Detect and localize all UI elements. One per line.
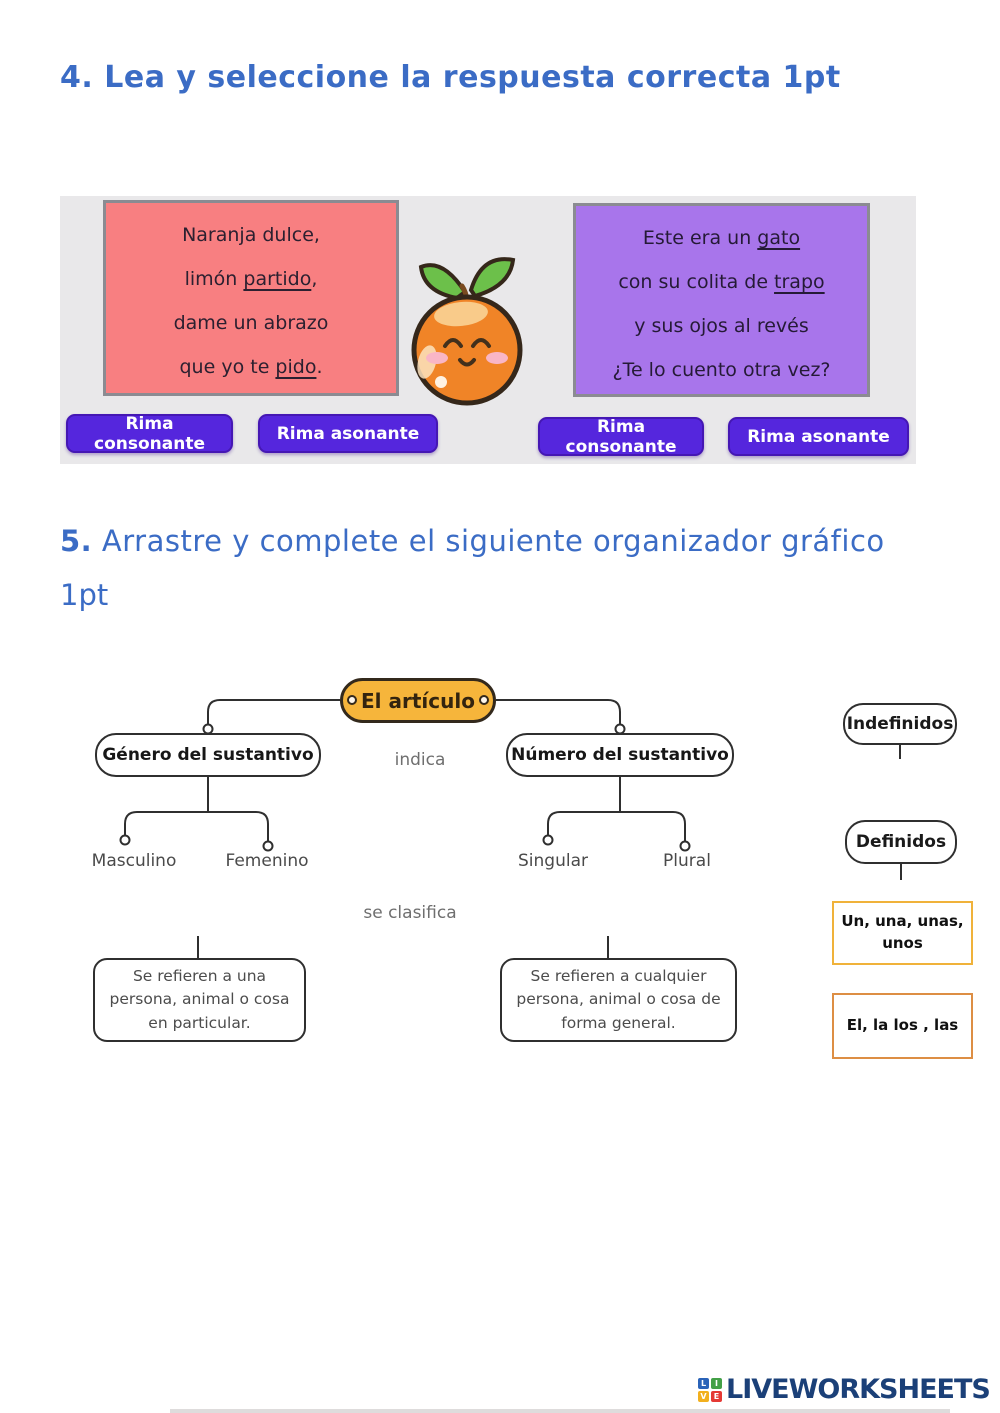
poem-line: que yo te pido . <box>179 356 323 378</box>
poem-line: Este era un gato <box>642 227 801 249</box>
question5-number: 5. <box>60 524 93 558</box>
diagram-node-genero: Género del sustantivo <box>95 733 321 777</box>
diagram-root-el-articulo: El artículo <box>340 678 496 723</box>
drag-option-el-la-los-las[interactable]: El, la los , las <box>832 993 973 1059</box>
question5-title <box>60 524 980 558</box>
drag-option-un-una-unas-unos[interactable]: Un, una, unas, unos <box>832 901 973 965</box>
liveworksheets-wordmark: LIVEWORKSHEETS <box>726 1374 990 1405</box>
rima-consonante-button-left[interactable]: Rima consonante <box>66 414 233 453</box>
poem-line: y sus ojos al revés <box>634 315 809 337</box>
question4-number: 4. <box>60 60 94 95</box>
question4-title <box>60 60 960 95</box>
poem-line: ¿Te lo cuento otra vez? <box>612 359 831 381</box>
logo-square-l: L <box>698 1378 709 1389</box>
orange-leaf-right <box>471 259 513 296</box>
rima-asonante-button-right[interactable]: Rima asonante <box>728 417 909 456</box>
diagram-node-numero: Número del sustantivo <box>506 733 734 777</box>
liveworksheets-logo-icon <box>698 1378 722 1402</box>
question4-text: Lea y seleccione la respuesta correcta 1pt <box>104 60 841 95</box>
diagram-description-right: Se refieren a cualquier persona, animal o cosa de forma general. <box>500 958 737 1042</box>
diagram-leaf-masculino: Masculino <box>91 851 177 871</box>
diagram-leaf-femenino: Femenino <box>225 851 309 871</box>
diagram-label-se-clasifica: se clasifica <box>363 903 457 923</box>
diagram-label-indica: indica <box>394 750 446 770</box>
logo-square-i: I <box>711 1378 722 1389</box>
root-connector-dot-left <box>347 695 357 705</box>
orange-cheek-left <box>426 352 448 364</box>
rima-asonante-button-left[interactable]: Rima asonante <box>258 414 438 453</box>
diagram-leaf-singular: Singular <box>518 851 588 871</box>
logo-square-e: E <box>711 1391 722 1402</box>
orange-leaf-left <box>421 265 465 298</box>
rima-consonante-button-right[interactable]: Rima consonante <box>538 417 704 456</box>
page-edge-artifact <box>170 1409 950 1413</box>
question5-title-line2: 1pt <box>60 578 109 612</box>
poem-line: Naranja dulce, <box>182 224 320 246</box>
poem-line: dame un abrazo <box>173 312 329 334</box>
logo-square-v: V <box>698 1391 709 1402</box>
orange-shine-dot <box>435 376 447 388</box>
orange-cheek-right <box>486 352 508 364</box>
question5-text: Arrastre y complete el siguiente organizador gráfico <box>101 524 885 558</box>
drag-option-definidos[interactable]: Definidos <box>845 820 957 864</box>
footer-brand <box>698 1374 990 1405</box>
diagram-leaf-plural: Plural <box>663 851 711 871</box>
diagram-description-left: Se refieren a una persona, animal o cosa en particular. <box>93 958 306 1042</box>
poem-card-naranja <box>103 200 399 396</box>
root-connector-dot-right <box>479 695 489 705</box>
poem-card-gato <box>573 203 870 397</box>
poem-line: limón partido , <box>184 268 318 290</box>
orange-character <box>403 250 533 412</box>
poem-line: con su colita de trapo <box>618 271 825 293</box>
drag-option-indefinidos[interactable]: Indefinidos <box>843 703 957 745</box>
